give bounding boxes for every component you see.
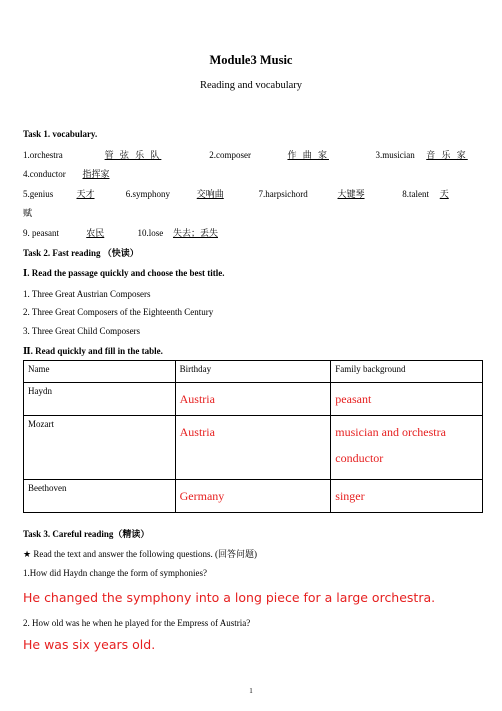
- table-cell-name: Haydn: [24, 383, 176, 416]
- vocab-answer: 交响曲: [196, 189, 224, 199]
- table-row: [24, 416, 483, 480]
- table-cell-family: singer: [331, 480, 483, 513]
- table-cell-name: Beethoven: [24, 480, 176, 513]
- vocab-answer: 音 乐 家: [426, 150, 468, 160]
- title-option-3: 3. Three Great Child Composers: [23, 326, 141, 336]
- vocab-answer-cont: 赋: [23, 208, 33, 218]
- task1-heading: Task 1. vocabulary.: [23, 129, 98, 139]
- page-title: Module3 Music: [209, 53, 293, 67]
- vocab-term: 8.talent: [402, 189, 430, 199]
- title-option-1: 1. Three Great Austrian Composers: [23, 289, 151, 299]
- vocab-answer: 作 曲 家: [287, 150, 329, 160]
- vocab-answer: 天才: [76, 189, 95, 199]
- title-option-2: 2. Three Great Composers of the Eighteenth Century: [23, 307, 214, 317]
- vocab-term: 3.musician: [375, 150, 415, 160]
- table-header-cell: Name: [24, 361, 176, 383]
- page-number: 1: [249, 687, 253, 695]
- vocab-term: 9. peasant: [23, 228, 59, 238]
- task2-heading: Task 2. Fast reading （快读）: [23, 248, 139, 258]
- table-cell-birthday: Germany: [175, 480, 331, 513]
- table-header-cell: Birthday: [175, 361, 331, 383]
- task3-heading: Task 3. Careful reading（精读）: [23, 529, 150, 539]
- table-header-cell: Family background: [331, 361, 483, 383]
- table-cell-birthday: Austria: [175, 383, 331, 416]
- vocab-term: 7.harpsichord: [258, 189, 308, 199]
- vocab-answer: 指挥家: [82, 169, 110, 179]
- task2-part1-heading: Ⅰ. Read the passage quickly and choose the best title.: [23, 268, 225, 278]
- question-2: 2. How old was he when he played for the Empress of Austria?: [23, 618, 251, 628]
- vocab-row-3-cont: [23, 207, 32, 219]
- vocab-term: 5.genius: [23, 189, 54, 199]
- answer-2: He was six years old.: [23, 637, 156, 652]
- vocab-term: 2.composer: [209, 150, 251, 160]
- table-row: [24, 383, 483, 416]
- table-row: [24, 480, 483, 513]
- vocab-row-1: [23, 149, 477, 161]
- task3-instruction: ★ Read the text and answer the following questions. (回答问题): [23, 549, 258, 559]
- vocab-term: 4.conductor: [23, 169, 66, 179]
- composer-table: [23, 360, 483, 513]
- table-header-row: [24, 361, 483, 383]
- vocab-term: 1.orchestra: [23, 150, 63, 160]
- vocab-row-2: [23, 168, 124, 180]
- table-cell-family: peasant: [331, 383, 483, 416]
- answer-1: He changed the symphony into a long piece for a large orchestra.: [23, 590, 436, 605]
- table-cell-birthday: Austria: [175, 416, 331, 480]
- page-subtitle: Reading and vocabulary: [199, 80, 303, 91]
- vocab-answer: 农民: [86, 228, 105, 238]
- table-cell-family: musician and orchestra conductor: [331, 416, 483, 480]
- vocab-answer: 管 弦 乐 队: [104, 150, 162, 160]
- task2-part2-heading: Ⅱ. Read quickly and fill in the table.: [23, 346, 163, 356]
- table-cell-name: Mozart: [24, 416, 176, 480]
- vocab-answer: 大键琴: [337, 189, 365, 199]
- question-1: 1.How did Haydn change the form of symphonies?: [23, 568, 207, 578]
- vocab-term: 10.lose: [137, 228, 164, 238]
- vocab-row-3: [23, 188, 457, 200]
- vocab-term: 6.symphony: [125, 189, 171, 199]
- vocab-answer: 失去；丢失: [172, 228, 218, 238]
- vocab-answer: 天: [439, 189, 449, 199]
- vocab-row-4: [23, 227, 226, 239]
